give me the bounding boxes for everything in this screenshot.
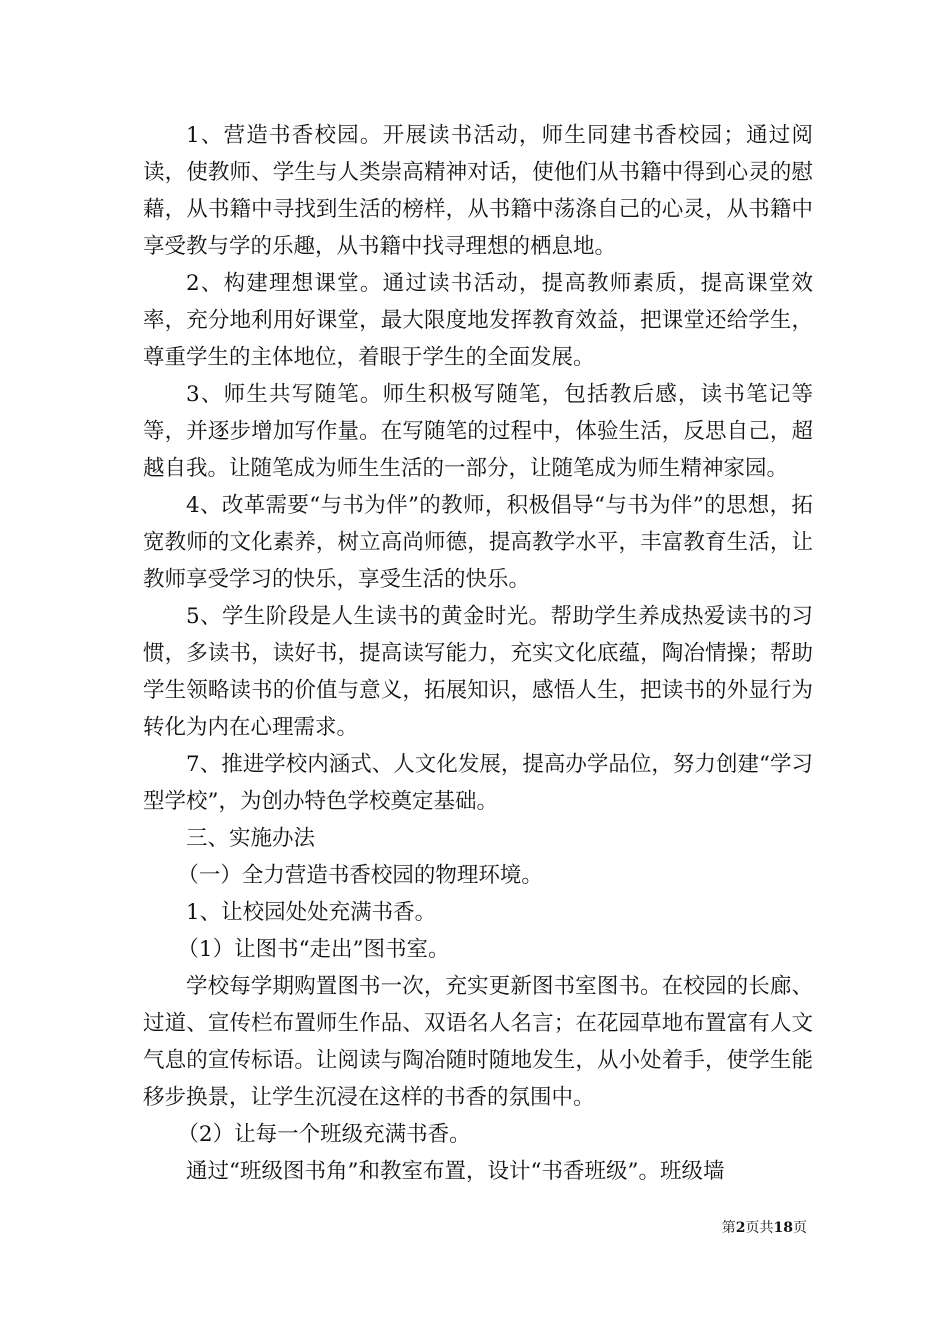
paragraph-goal-1: 1、营造书香校园。开展读书活动，师生同建书香校园；通过阅读，使教师、学生与人类崇高精神对话，使他们从书籍中得到心灵的慰藉，从书籍中寻找到生活的榜样，从书籍中荡涤自己的心灵，从书籍中享受教与学的乐趣，从书籍中找寻理想的栖息地。	[143, 123, 813, 259]
paragraph-class-book-corner: 通过“班级图书角”和教室布置，设计“书香班级”。班级墙	[186, 1159, 725, 1184]
paragraph-goal-4: 4、改革需要“与书为伴”的教师，积极倡导“与书为伴”的思想，拓宽教师的文化素养，树立高尚师德，提高教学水平，丰富教育生活，让教师享受学习的快乐，享受生活的快乐。	[143, 493, 813, 592]
document-body	[143, 117, 813, 1190]
paragraph-goal-2: 2、构建理想课堂。通过读书活动，提高教师素质，提高课堂效率，充分地利用好课堂，最大限度地发挥教育效益，把课堂还给学生，尊重学生的主体地位，着眼于学生的全面发展。	[143, 271, 813, 370]
paragraph-library-purchase: 学校每学期购置图书一次，充实更新图书室图书。在校园的长廊、过道、宣传栏布置师生作品、双语名人名言；在花园草地布置富有人文气息的宣传标语。让阅读与陶冶随时随地发生，从小处着手，使学生能移步换景，让学生沉浸在这样的书香的氛围中。	[143, 974, 813, 1110]
section-heading-implementation: 三、实施办法	[186, 826, 316, 851]
subheading-campus-fragrance: 1、让校园处处充满书香。	[186, 900, 437, 925]
subheading-books-out-of-library: （1）让图书“走出”图书室。	[177, 937, 450, 962]
paragraph-goal-3: 3、师生共写随笔。师生积极写随笔，包括教后感，读书笔记等等，并逐步增加写作量。在写随笔的过程中，体验生活，反思自己，超越自我。让随笔成为师生生活的一部分，让随笔成为师生精神家园。	[143, 382, 813, 481]
subheading-physical-environment: （一）全力营造书香校园的物理环境。	[177, 863, 543, 888]
paragraph-goal-7: 7、推进学校内涵式、人文化发展，提高办学品位，努力创建“学习型学校”，为创办特色学校奠定基础。	[143, 752, 813, 814]
page-number-footer: 第2页共18页	[721, 1220, 807, 1236]
subheading-class-fragrance: （2）让每一个班级充满书香。	[177, 1122, 471, 1147]
paragraph-goal-5: 5、学生阶段是人生读书的黄金时光。帮助学生养成热爱读书的习惯，多读书，读好书，提高读写能力，充实文化底蕴，陶冶情操；帮助学生领略读书的价值与意义，拓展知识，感悟人生，把读书的外显行为转化为内在心理需求。	[143, 604, 813, 740]
current-page-number: 2	[735, 1220, 746, 1236]
total-page-number: 18	[773, 1220, 793, 1236]
